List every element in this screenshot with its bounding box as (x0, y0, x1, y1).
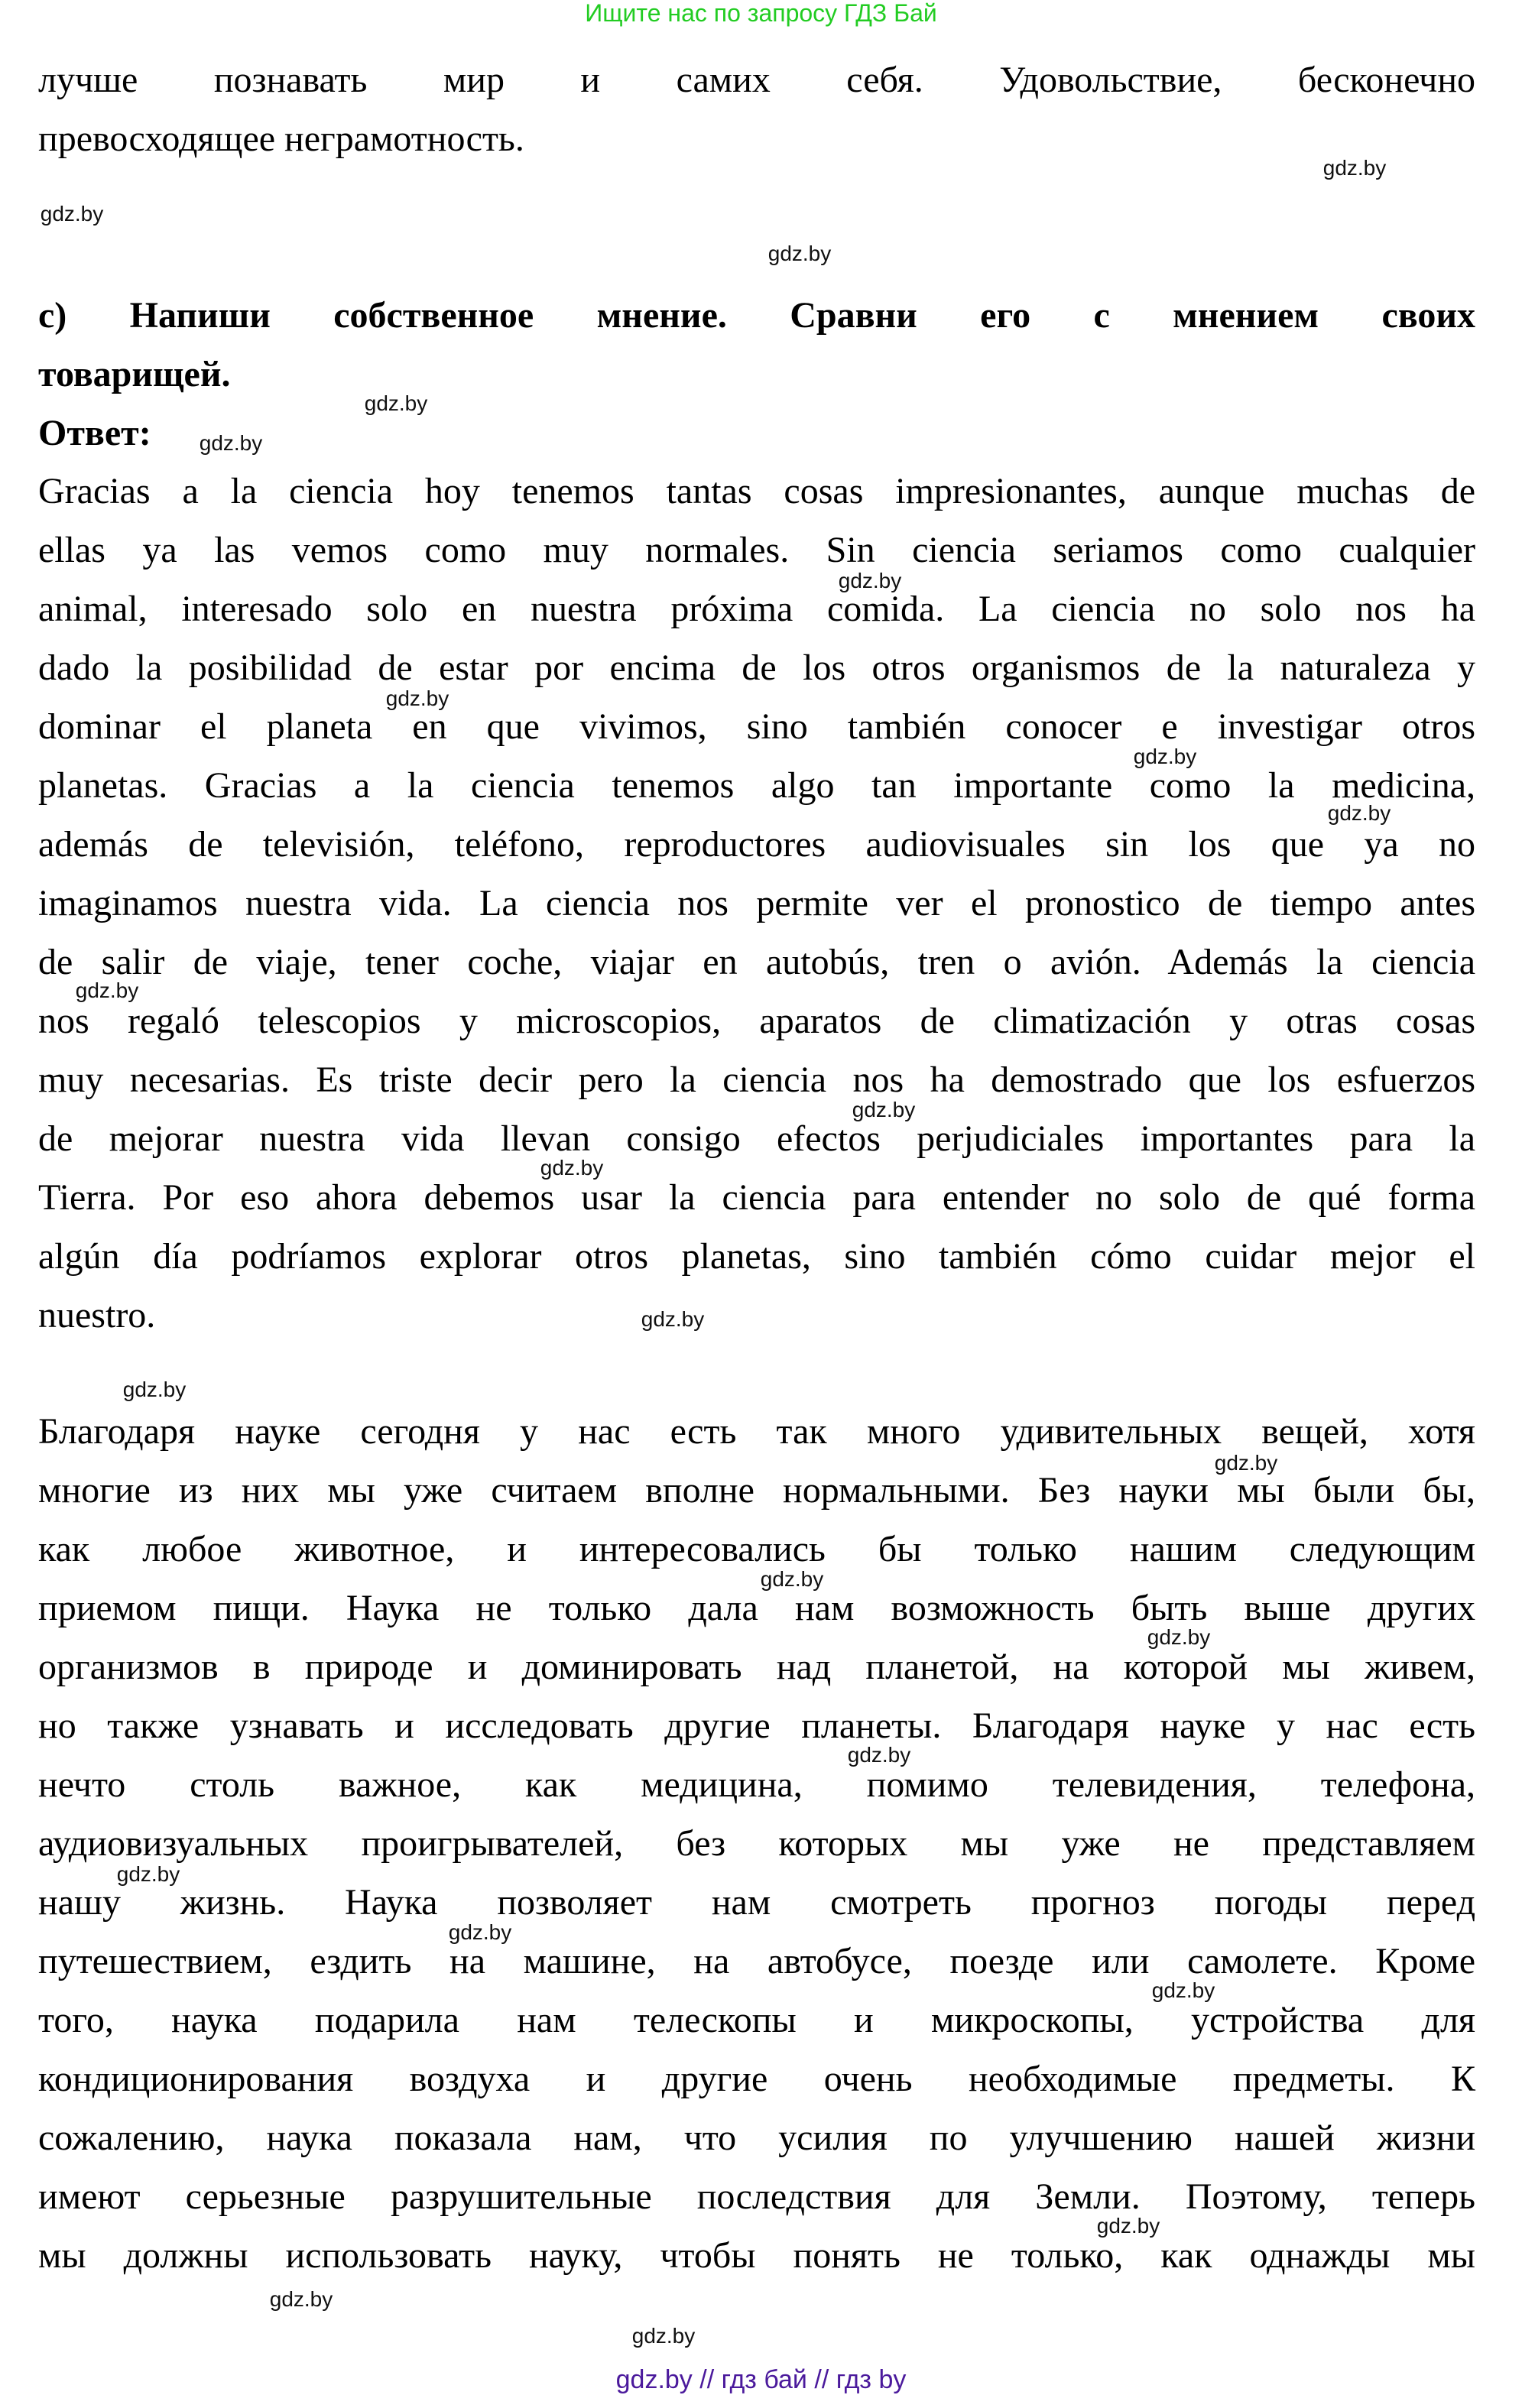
text-line: мы должны использовать науку, чтобы понять не только, как однажды мы (38, 2235, 1475, 2276)
watermark-text: gdz.by (116, 1862, 180, 1886)
watermark-text: gdz.by (1151, 1978, 1215, 2002)
watermark-text: gdz.by (767, 242, 832, 265)
watermark-text: gdz.by (122, 1378, 187, 1401)
text-line: товарищей. (38, 354, 231, 394)
text-line: нашу жизнь. Наука позволяет нам смотреть прогноз погоды перед (38, 1882, 1475, 1923)
watermark-text: gdz.by (364, 391, 428, 415)
text-line: muy necesarias. Es triste decir pero la ciencia nos ha demostrado que los esfuerzos (38, 1060, 1475, 1100)
text-line: путешествием, ездить на машине, на автобусе, поезде или самолете. Кроме (38, 1941, 1475, 1981)
text-line: ellas ya las vemos como muy normales. Sin ciencia seriamos como cualquier (38, 530, 1475, 570)
watermark-text: gdz.by (540, 1156, 604, 1180)
text-line: Tierra. Por eso ahora debemos usar la ciencia para entender no solo de qué forma (38, 1177, 1475, 1218)
task-heading (38, 286, 1475, 404)
text-line: аудиовизуальных проигрывателей, без которых мы уже не представляем (38, 1823, 1475, 1864)
watermark-text: gdz.by (760, 1567, 824, 1591)
text-line: того, наука подарила нам телескопы и микроскопы, устройства для (38, 2000, 1475, 2040)
intro-paragraph (38, 50, 1475, 168)
text-line: многие из них мы уже считаем вполне нормальными. Без науки мы были бы, (38, 1470, 1475, 1511)
text-line: algún día podríamos explorar otros planetas, sino también cómo cuidar mejor el (38, 1236, 1475, 1277)
russian-translation-paragraph (38, 1402, 1475, 2285)
text-line: además de televisión, teléfono, reproductores audiovisuales sin los que ya no (38, 824, 1475, 865)
watermark-text: gdz.by (847, 1743, 911, 1767)
text-line: nos regaló telescopios y microscopios, aparatos de climatización y otras cosas (38, 1001, 1475, 1041)
text-line: dominar el planeta en que vivimos, sino también conocer e investigar otros (38, 706, 1475, 747)
text-line: de salir de viaje, tener coche, viajar en autobús, tren o avión. Además la ciencia (38, 942, 1475, 982)
text-line: planetas. Gracias a la ciencia tenemos algo tan importante como la medicina, (38, 765, 1475, 806)
watermark-text: gdz.by (1327, 801, 1391, 825)
watermark-text: gdz.by (1214, 1451, 1278, 1475)
text-line: приемом пищи. Наука не только дала нам возможность быть выше других (38, 1588, 1475, 1628)
watermark-text: gdz.by (1322, 156, 1387, 180)
text-line: c) Напиши собственное мнение. Сравни его с мнением своих (38, 295, 1475, 336)
text-line: сожалению, наука показала нам, что усилия по улучшению нашей жизни (38, 2118, 1475, 2158)
text-line: imaginamos nuestra vida. La ciencia nos permite ver el pronostico de tiempo antes (38, 883, 1475, 923)
watermark-text: gdz.by (641, 1307, 705, 1331)
watermark-text: gdz.by (199, 431, 263, 455)
text-line: но также узнавать и исследовать другие планеты. Благодаря науке у нас есть (38, 1705, 1475, 1746)
text-line: nuestro. (38, 1295, 156, 1335)
watermark-text: gdz.by (385, 686, 449, 710)
watermark-text: gdz.by (852, 1098, 916, 1121)
watermark-text: gdz.by (838, 569, 902, 592)
watermark-text: gdz.by (1133, 745, 1197, 768)
text-line: Gracias a la ciencia hoy tenemos tantas cosas impresionantes, aunque muchas de (38, 471, 1475, 511)
text-line: лучше познавать мир и самих себя. Удовольствие, бесконечно (38, 60, 1475, 100)
footer-links[interactable]: gdz.by // гдз бай // гдз by (615, 2365, 907, 2394)
answer-label: Ответ: (38, 413, 151, 453)
search-banner[interactable]: Ищите нас по запросу ГДЗ Бай (585, 0, 937, 27)
text-line: нечто столь важное, как медицина, помимо телевидения, телефона, (38, 1764, 1475, 1805)
text-line: превосходящее неграмотность. (38, 118, 524, 159)
text-line: dado la posibilidad de estar por encima de los otros organismos de la naturaleza y (38, 647, 1475, 688)
text-line: как любое животное, и интересовались бы только нашим следующим (38, 1529, 1475, 1569)
watermark-text: gdz.by (40, 202, 104, 226)
spanish-answer-paragraph (38, 462, 1475, 1345)
text-line: de mejorar nuestra vida llevan consigo efectos perjudiciales importantes para la (38, 1118, 1475, 1159)
watermark-text: gdz.by (75, 978, 139, 1002)
watermark-text: gdz.by (631, 2324, 696, 2348)
text-line: имеют серьезные разрушительные последствия для Земли. Поэтому, теперь (38, 2176, 1475, 2217)
watermark-text: gdz.by (1096, 2214, 1160, 2238)
text-line: animal, interesado solo en nuestra próxima comida. La ciencia no solo nos ha (38, 589, 1475, 629)
watermark-text: gdz.by (269, 2287, 333, 2311)
watermark-text: gdz.by (448, 1920, 512, 1944)
text-line: кондиционирования воздуха и другие очень необходимые предметы. К (38, 2059, 1475, 2099)
text-line: Благодаря науке сегодня у нас есть так много удивительных вещей, хотя (38, 1411, 1475, 1452)
text-line: организмов в природе и доминировать над планетой, на которой мы живем, (38, 1647, 1475, 1687)
watermark-text: gdz.by (1147, 1625, 1211, 1649)
